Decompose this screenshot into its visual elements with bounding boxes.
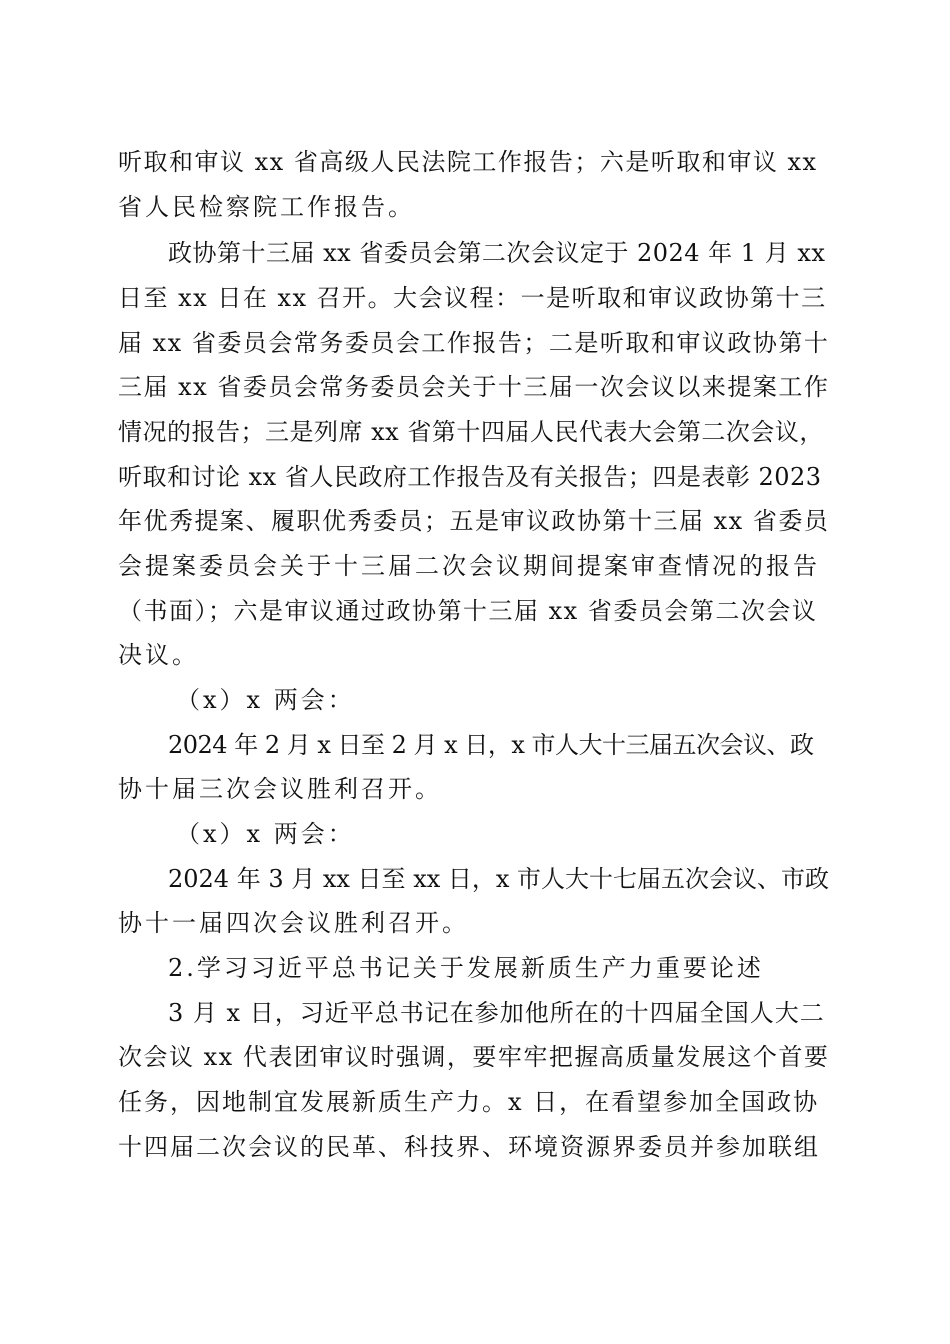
text-line: 任务，因地制宜发展新质生产力。x 日，在看望参加全国政协 <box>118 1088 820 1116</box>
text-line: 省人民检察院工作报告。 <box>118 193 415 221</box>
section-heading: （x）x 两会： <box>176 820 355 848</box>
text-line: 三届 xx 省委员会常务委员会关于十三届一次会议以来提案工作 <box>118 373 830 401</box>
paragraph-first-line: 2024 年 3 月 xx 日至 xx 日，x 市人大十七届五次会议、市政 <box>168 865 830 893</box>
text-line: 届 xx 省委员会常务委员会工作报告；二是听取和审议政协第十 <box>118 329 830 357</box>
text-line: 听取和审议 xx 省高级人民法院工作报告；六是听取和审议 xx <box>118 148 818 176</box>
text-line: 十四届二次会议的民革、科技界、环境资源界委员并参加联组 <box>118 1133 820 1161</box>
text-line: 年优秀提案、履职优秀委员；五是审议政协第十三届 xx 省委员 <box>118 507 830 535</box>
text-line: 协十届三次会议胜利召开。 <box>118 775 442 803</box>
text-line: 日至 xx 日在 xx 召开。大会议程：一是听取和审议政协第十三 <box>118 284 827 312</box>
text-line: 情况的报告；三是列席 xx 省第十四届人民代表大会第二次会议， <box>118 418 824 446</box>
section-heading: （x）x 两会： <box>176 686 355 714</box>
text-line: 协十一届四次会议胜利召开。 <box>118 909 469 937</box>
paragraph-first-line: 政协第十三届 xx 省委员会第二次会议定于 2024 年 1 月 xx <box>168 239 826 267</box>
text-line: 次会议 xx 代表团审议时强调，要牢牢把握高质量发展这个首要 <box>118 1043 830 1071</box>
paragraph-first-line: 3 月 x 日，习近平总书记在参加他所在的十四届全国人大二 <box>168 999 825 1027</box>
paragraph-first-line: 2024 年 2 月 x 日至 2 月 x 日，x 市人大十三届五次会议、政 <box>168 731 814 759</box>
text-line: 听取和讨论 xx 省人民政府工作报告及有关报告；四是表彰 2023 <box>118 463 822 491</box>
text-line: 决议。 <box>118 641 199 669</box>
text-line: 会提案委员会关于十三届二次会议期间提案审查情况的报告 <box>118 552 820 580</box>
section-heading: 2.学习习近平总书记关于发展新质生产力重要论述 <box>168 954 764 982</box>
text-line: （书面）；六是审议通过政协第十三届 xx 省委员会第二次会议 <box>118 597 818 625</box>
